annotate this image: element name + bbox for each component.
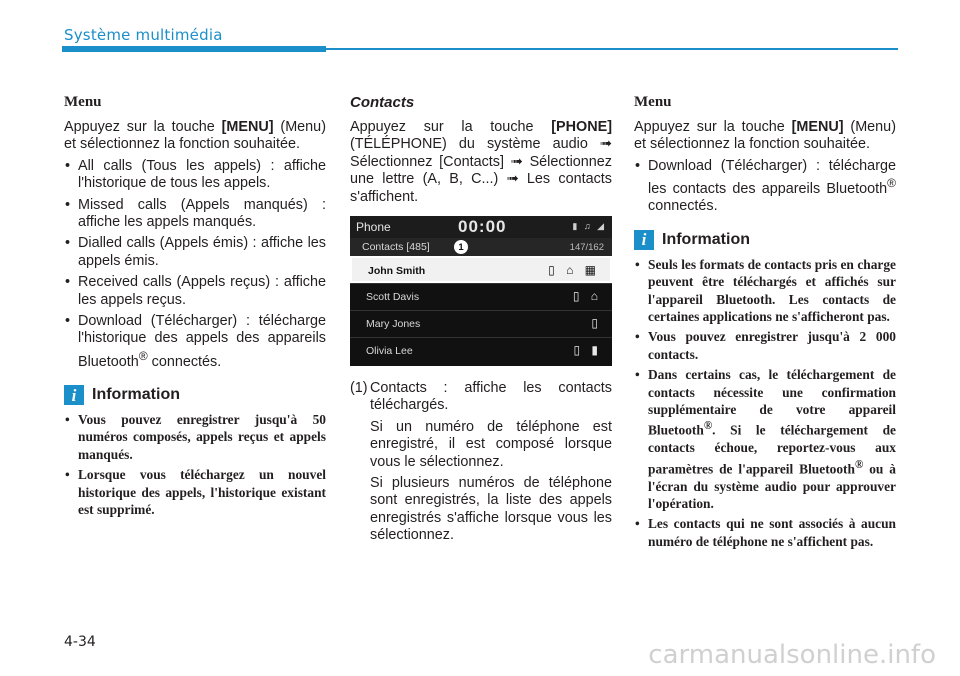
registered-mark: ® xyxy=(854,458,864,471)
info-list xyxy=(634,256,896,550)
info-item: • Seuls les formats de contacts pris en charge peuvent être téléchargés et affichés sur l'appareil Bluetooth. Les contacts de certaines applications ne s'afficheront pas. xyxy=(634,256,896,326)
info-title: Information xyxy=(92,386,180,404)
menu-key-label: [MENU] xyxy=(221,119,274,135)
list-item xyxy=(634,158,896,216)
list-item-text-end: connectés. xyxy=(147,353,222,370)
contact-type-icons: ▯ xyxy=(591,316,602,331)
info-title: Information xyxy=(662,230,750,248)
section-heading: Contacts xyxy=(350,94,415,111)
info-item-text: Dans certains cas, le téléchargement de contacts nécessite une confirmation supplémentaire de votre appareil Bluetooth xyxy=(648,367,896,438)
contact-name: Scott Davis xyxy=(366,291,420,304)
intro-paragraph xyxy=(64,119,326,154)
option-list xyxy=(634,158,896,216)
list-item: • All calls (Tous les appels) : affiche l'historique de tous les appels. xyxy=(64,158,326,193)
info-icon: i xyxy=(634,230,654,250)
info-list xyxy=(64,411,326,518)
info-item-text-end: ou à l'écran du système audio pour approuver l'opération. xyxy=(648,461,896,512)
info-item: • Vous pouvez enregistrer jusqu'à 2 000 contacts. xyxy=(634,328,896,363)
column-contacts-menu xyxy=(634,90,896,553)
info-item xyxy=(634,366,896,512)
info-item-text: . Si le téléchargement de contacts échoue, reportez-vous aux paramètres de l'appareil Bluetooth xyxy=(648,422,896,477)
screen-clock: 00:00 xyxy=(458,217,507,237)
header-title: Système multimédia xyxy=(64,26,223,44)
contact-name: John Smith xyxy=(368,265,426,278)
contact-type-icons: ▯ ⌂ xyxy=(572,289,602,304)
page-number: 4-34 xyxy=(64,634,96,650)
info-item: • Les contacts qui ne sont associés à aucun numéro de téléphone ne s'affichent pas. xyxy=(634,515,896,550)
header-bar-accent xyxy=(62,46,326,52)
watermark: carmanualsonline.info xyxy=(648,640,936,670)
contacts-count-label: Contacts [485] xyxy=(362,241,430,254)
contact-row[interactable] xyxy=(350,337,612,365)
info-item: • Lorsque vous téléchargez un nouvel historique des appels, l'historique existant est supprimé. xyxy=(64,466,326,518)
list-item: • Missed calls (Appels manqués) : affiche les appels manqués. xyxy=(64,197,326,232)
contact-row[interactable] xyxy=(350,283,612,311)
list-item-text: Download (Télécharger) : télécharge l'historique des appels des appareils Bluetooth xyxy=(78,313,326,370)
menu-key-label: [MENU] xyxy=(791,119,844,135)
info-icon: i xyxy=(64,385,84,405)
list-item: • Received calls (Appels reçus) : affiche les appels reçus. xyxy=(64,274,326,309)
list-item-text-end: connectés. xyxy=(648,198,718,215)
numbered-item xyxy=(350,380,612,545)
contact-type-icons: ▯ ▮ xyxy=(573,343,602,358)
list-item: • Dialled calls (Appels émis) : affiche les appels émis. xyxy=(64,235,326,270)
column-contacts xyxy=(350,90,612,545)
list-item xyxy=(64,313,326,371)
intro-paragraph xyxy=(350,119,612,206)
registered-mark: ® xyxy=(703,420,713,433)
numbered-item-note: Si plusieurs numéros de téléphone sont enregistrés, la liste des appels enregistrés s'affiche lorsque vous les sélectionnez. xyxy=(370,475,612,544)
callout-badge: 1 xyxy=(454,240,468,254)
intro-text-end: (Menu) et sélectionnez la fonction souhaitée. xyxy=(64,119,326,153)
screen-top-bar xyxy=(350,216,612,238)
numbered-item-note: Si un numéro de téléphone est enregistré, il est composé lorsque vous le sélectionnez. xyxy=(370,418,612,470)
numbered-item-text: Contacts : affiche les contacts téléchargés. xyxy=(370,380,612,414)
registered-mark: ® xyxy=(887,176,896,191)
column-call-history xyxy=(64,90,326,522)
intro-text-end: (Menu) et sélectionnez la fonction souhaitée. xyxy=(634,119,896,153)
list-item-text: Download (Télécharger) : télécharge les contacts des appareils Bluetooth xyxy=(648,157,896,198)
registered-mark: ® xyxy=(138,348,148,363)
option-list xyxy=(64,158,326,371)
contacts-page-count: 147/162 xyxy=(569,242,604,254)
intro-text: Appuyez sur la touche xyxy=(350,119,552,135)
info-item: • Vous pouvez enregistrer jusqu'à 50 numéros composés, appels reçus et appels manqués. xyxy=(64,411,326,463)
intro-text-end: (TÉLÉPHONE) du système audio ➟ Sélectionnez [Contacts] ➟ Sélectionnez une lettre (A, B, C...) ➟ Les contacts s'affichent. xyxy=(350,136,612,205)
header-rule xyxy=(326,48,898,50)
phone-screen-illustration xyxy=(350,216,612,366)
contacts-list-header xyxy=(350,238,612,256)
numbered-list xyxy=(350,380,612,545)
status-icons: ▮ ♫ ◢ xyxy=(572,221,606,232)
intro-text: Appuyez sur la touche xyxy=(64,119,222,135)
contact-type-icons: ▯ ⌂ ▦ xyxy=(548,263,600,278)
contact-row[interactable] xyxy=(350,310,612,338)
info-header xyxy=(634,230,896,250)
screen-app-title: Phone xyxy=(356,220,391,235)
section-heading: Menu xyxy=(634,94,672,110)
contact-name: Mary Jones xyxy=(366,318,421,331)
info-header xyxy=(64,385,326,405)
section-heading: Menu xyxy=(64,94,102,110)
item-number: (1) xyxy=(350,380,368,397)
intro-paragraph xyxy=(634,119,896,154)
contact-row-selected[interactable] xyxy=(350,256,612,283)
intro-text: Appuyez sur la touche xyxy=(634,119,792,135)
phone-key-label: [PHONE] xyxy=(551,119,612,135)
contact-name: Olivia Lee xyxy=(366,345,413,358)
